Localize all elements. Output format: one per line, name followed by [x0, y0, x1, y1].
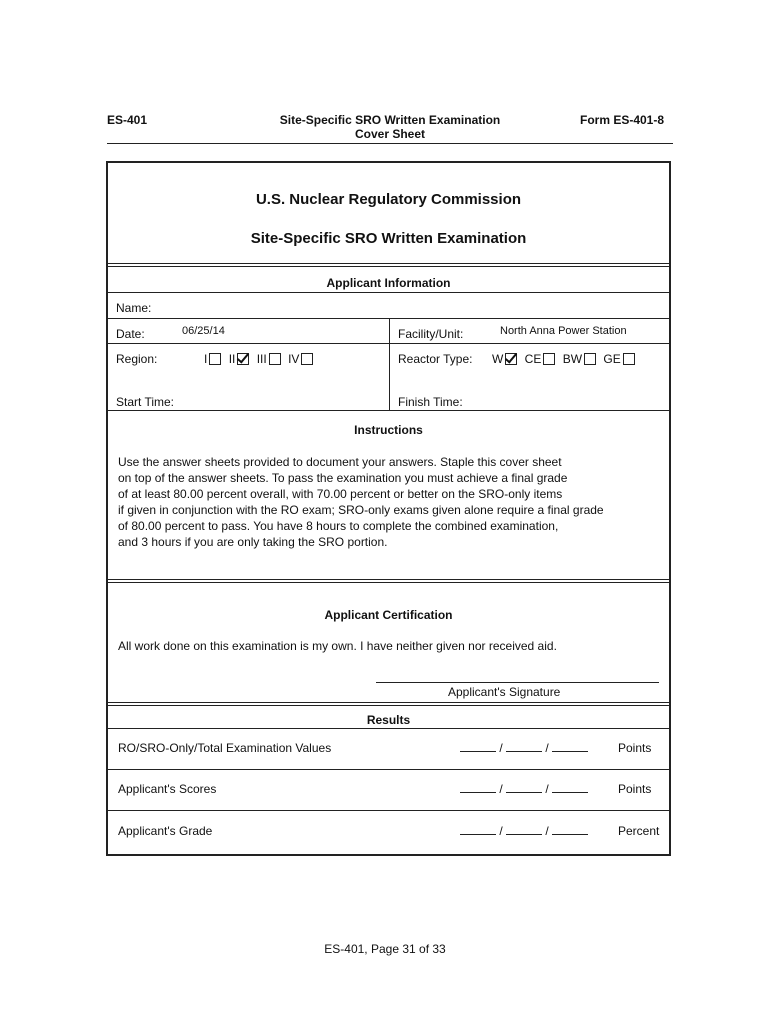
total-grade-field[interactable] — [552, 824, 588, 835]
region-iv-checkbox[interactable] — [301, 353, 313, 365]
divider — [108, 266, 669, 267]
date-field[interactable]: 06/25/14 — [182, 325, 225, 337]
reactor-bw-label: BW — [562, 352, 583, 366]
reactor-bw-checkbox[interactable] — [584, 353, 596, 365]
applicant-info-heading: Applicant Information — [326, 276, 451, 290]
reactor-ge-label: GE — [603, 352, 621, 366]
region-iii-label: III — [256, 352, 267, 366]
results-row-fields: / / — [460, 824, 588, 838]
instructions-heading: Instructions — [354, 423, 423, 437]
instructions-text — [118, 454, 663, 550]
divider — [108, 728, 669, 729]
reactor-type-options — [492, 352, 639, 366]
divider — [108, 705, 669, 706]
date-label: Date: — [116, 327, 145, 341]
divider — [108, 292, 669, 293]
reactor-w-checkbox[interactable] — [505, 353, 517, 365]
region-iv-label: IV — [288, 352, 300, 366]
region-options — [204, 352, 317, 366]
form-code-left: ES-401 — [107, 113, 148, 127]
instructions-line: of at least 80.00 percent overall, with 70.00 percent or better on the SRO-only items — [118, 487, 563, 501]
form-code-right: Form ES-401-8 — [580, 113, 665, 127]
certification-heading: Applicant Certification — [324, 608, 453, 622]
results-heading: Results — [366, 713, 411, 727]
sro-grade-field[interactable] — [506, 824, 542, 835]
sro-value-field[interactable] — [506, 741, 542, 752]
start-time-label: Start Time: — [116, 395, 175, 409]
instructions-line: of 80.00 percent to pass. You have 8 hours to complete the combined examination, — [118, 519, 559, 533]
results-row-label: Applicant's Grade — [118, 824, 213, 838]
reactor-type-label: Reactor Type: — [398, 352, 473, 366]
instructions-line: on top of the answer sheets. To pass the examination you must achieve a final grade — [118, 471, 568, 485]
ro-score-field[interactable] — [460, 782, 496, 793]
divider — [108, 702, 669, 703]
name-label: Name: — [116, 301, 152, 315]
facility-label: Facility/Unit: — [398, 327, 464, 341]
header-title — [230, 113, 550, 141]
divider — [108, 769, 669, 770]
signature-line[interactable] — [376, 682, 659, 683]
results-row-unit: Points — [618, 782, 652, 796]
region-label: Region: — [116, 352, 158, 366]
cover-sheet-form — [106, 161, 671, 856]
sro-score-field[interactable] — [506, 782, 542, 793]
region-i-checkbox[interactable] — [209, 353, 221, 365]
results-row-unit: Percent — [618, 824, 660, 838]
divider — [108, 810, 669, 811]
total-score-field[interactable] — [552, 782, 588, 793]
page-footer: ES-401, Page 31 of 33 — [324, 942, 446, 956]
region-ii-checkbox[interactable] — [237, 353, 249, 365]
divider — [108, 410, 669, 411]
facility-field[interactable]: North Anna Power Station — [500, 325, 627, 337]
results-row-label: Applicant's Scores — [118, 782, 217, 796]
divider — [108, 582, 669, 583]
finish-time-label: Finish Time: — [398, 395, 463, 409]
region-iii-checkbox[interactable] — [269, 353, 281, 365]
reactor-w-label: W — [492, 352, 504, 366]
reactor-ce-label: CE — [524, 352, 542, 366]
reactor-ge-checkbox[interactable] — [623, 353, 635, 365]
results-row-fields: / / — [460, 782, 588, 796]
certification-statement: All work done on this examination is my own. I have neither given nor received aid. — [118, 639, 557, 653]
region-i-label: I — [204, 352, 208, 366]
commission-title: U.S. Nuclear Regulatory Commission — [255, 191, 522, 208]
results-row-unit: Points — [618, 741, 652, 755]
divider — [108, 263, 669, 264]
total-value-field[interactable] — [552, 741, 588, 752]
instructions-line: Use the answer sheets provided to document your answers. Staple this cover sheet — [118, 455, 562, 469]
ro-value-field[interactable] — [460, 741, 496, 752]
reactor-ce-checkbox[interactable] — [543, 353, 555, 365]
region-ii-label: II — [228, 352, 236, 366]
results-row-fields: / / — [460, 741, 588, 755]
header-title-line1: Site-Specific SRO Written Examination — [279, 113, 501, 127]
divider — [389, 318, 390, 410]
instructions-line: and 3 hours if you are only taking the SRO portion. — [118, 535, 388, 549]
exam-title: Site-Specific SRO Written Examination — [250, 230, 527, 247]
divider — [108, 579, 669, 580]
results-row-label: RO/SRO-Only/Total Examination Values — [118, 741, 332, 755]
header-rule — [107, 143, 673, 144]
ro-grade-field[interactable] — [460, 824, 496, 835]
signature-label: Applicant's Signature — [448, 685, 561, 699]
header-title-line2: Cover Sheet — [354, 127, 426, 141]
instructions-line: if given in conjunction with the RO exam; SRO-only exams given alone require a final grade — [118, 503, 604, 517]
